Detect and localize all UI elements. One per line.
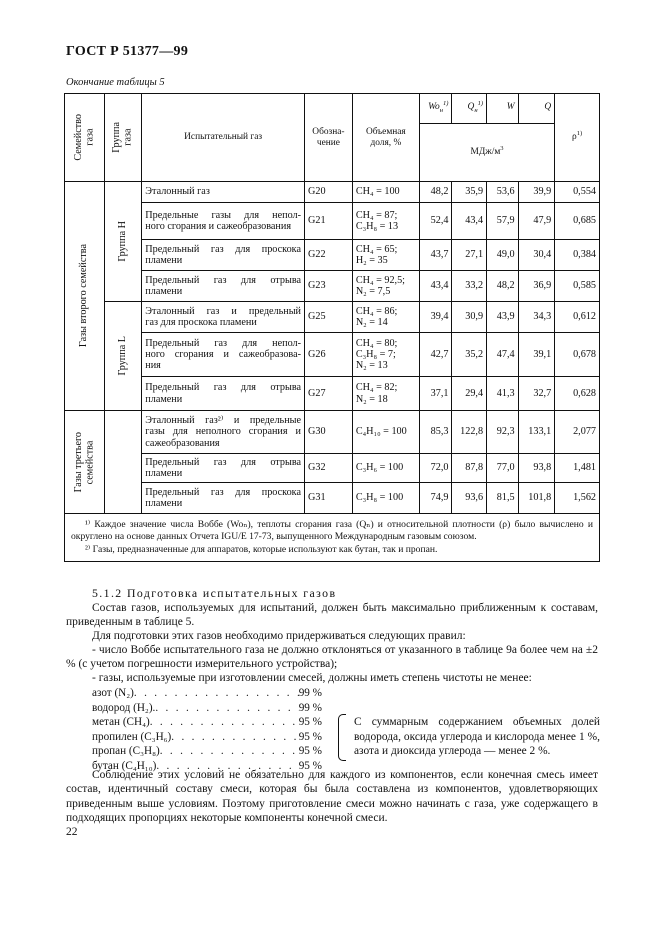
- header-gas: Испытательный газ: [142, 94, 305, 182]
- list-item: азот (N₂) . . . 99 %: [92, 686, 322, 701]
- header-wobbe: $Wo_н^{1)}$: [419, 94, 452, 124]
- table-row: Предельный газ для проскока пламени G22 CH₄ = 65; H₂ = 35 43,7 27,1 49,0 30,4 0,384: [65, 240, 600, 271]
- header-rho: $\rho^{1)}$: [555, 94, 600, 182]
- brace-icon: [338, 714, 346, 761]
- family-third: Газы третьего семейства: [65, 411, 105, 514]
- table-row: Предельный газ для непол- ного сгорания и сажеобразова- ния G26 CH₄ = 80; C₃H₈ = 7; N₂ = 13 42,7 35,2 47,4 39,1 0,678: [65, 333, 600, 377]
- paragraph-2: Для подготовки этих газов необходимо придерживаться следующих правил:: [92, 630, 466, 642]
- group-l: Группа L: [104, 302, 142, 411]
- list-item: пропан (C₃H₈) . . . 95 %: [92, 744, 322, 759]
- table-caption: Окончание таблицы 5: [66, 77, 165, 88]
- header-qn: $Q_н^{1)}$: [452, 94, 487, 124]
- table-footnotes: [65, 514, 600, 562]
- group-h: Группа H: [104, 182, 142, 302]
- header-family: Семейство газа: [65, 94, 105, 182]
- purity-list: [92, 686, 322, 774]
- table-row: Предельный газ для отрыва пламени G23 CH₄ = 92,5; N₂ = 7,5 43,4 33,2 48,2 36,9 0,585: [65, 271, 600, 302]
- header-w: W: [487, 94, 519, 124]
- paragraph-4: - газы, используемые при изготовлении смесей, должны иметь степень чистоты не менее:: [92, 672, 532, 684]
- paragraph-1: Состав газов, используемых для испытаний, должен быть максимально приближенным к составам, приведенным в таблице 5.: [66, 602, 598, 629]
- table-row: Предельный газ для отрыва пламени G27 CH₄ = 82; N₂ = 18 37,1 29,4 41,3 32,7 0,628: [65, 377, 600, 411]
- family-second: Газы второго семейства: [65, 182, 105, 411]
- table-row: Предельные газы для непол- ного сгорания и сажеобразования G21 CH₄ = 87; C₃H₈ = 13 52,4 43,4 57,9 47,9 0,685: [65, 203, 600, 240]
- footnote-1: ¹⁾ Каждое значение числа Воббе (Woₙ), теплоты сгорания газа (Qₙ) и относительной плотности (ρ) было вычислено и округлено на основе данных Отчета IGU/E 17-73, выпущенного Международным газовым союзом.: [71, 519, 593, 543]
- table-row: Газы второго семейства Группа H Эталонный газ G20 CH₄ = 100 48,2 35,9 53,6 39,9 0,554: [65, 182, 600, 203]
- section-title: 5.1.2 Подготовка испытательных газов: [92, 586, 337, 600]
- table-row: Предельный газ для отрыва пламени G32 C₃H₆ = 100 72,0 87,8 77,0 93,8 1,481: [65, 454, 600, 483]
- header-q: Q: [518, 94, 555, 124]
- list-item: водород (H₂). . . . 99 %: [92, 701, 322, 716]
- header-designation: Обозна- чение: [305, 94, 353, 182]
- header-group: Группа газа: [104, 94, 142, 182]
- paragraph-3: - число Воббе испытательного газа не должно отклоняться от указанного в таблице 9а более чем на ±2 % (с учетом погрешности измерительного устройства);: [66, 644, 598, 671]
- page-header: ГОСТ Р 51377—99: [66, 44, 189, 59]
- paragraph-5: Соблюдение этих условий не обязательно для каждого из компонентов, если конечная смесь имеет состав, идентичный составу смеси, которая бы была составлена из компонентов, удовлетворяющих приведенным выше условиям. Поэтому приготовление смеси можно начинать с газа, уже содержащего в подходящих пропорциях некоторые компоненты конечной смеси.: [66, 769, 598, 825]
- list-item: бутан (C₄H₁₀) . . . 95 %: [92, 759, 322, 774]
- gas-table: [64, 93, 600, 562]
- header-unit: МДж/$м^3$: [419, 124, 554, 182]
- header-fraction: Объемная доля, %: [352, 94, 419, 182]
- table-row: Газы третьего семейства Эталонный газ²⁾ и предельные газы для неполного сгорания и сажеобразования G30 C₄H₁₀ = 100 85,3 122,8 92,3 133,1 2,077: [65, 411, 600, 454]
- table-row: Группа L Эталонный газ и предельный газ для проскока пламени G25 CH₄ = 86; N₂ = 14 39,4 30,9 43,9 34,3 0,612: [65, 302, 600, 333]
- list-item: пропилен (C₃H₆) . . . 95 %: [92, 730, 322, 745]
- page-number: 22: [66, 826, 78, 838]
- table-row: Предельный газ для проскока пламени G31 C₃H₈ = 100 74,9 93,6 81,5 101,8 1,562: [65, 483, 600, 514]
- footnote-2: ²⁾ Газы, предназначенные для аппаратов, которые используют как бутан, так и пропан.: [85, 543, 438, 555]
- list-item: метан (CH₄) . . . 95 %: [92, 715, 322, 730]
- purity-note: С суммарным содержанием объемных долей водорода, оксида углерода и кислорода менее 1 %, азота и диоксида углерода — менее 2 %.: [354, 716, 600, 758]
